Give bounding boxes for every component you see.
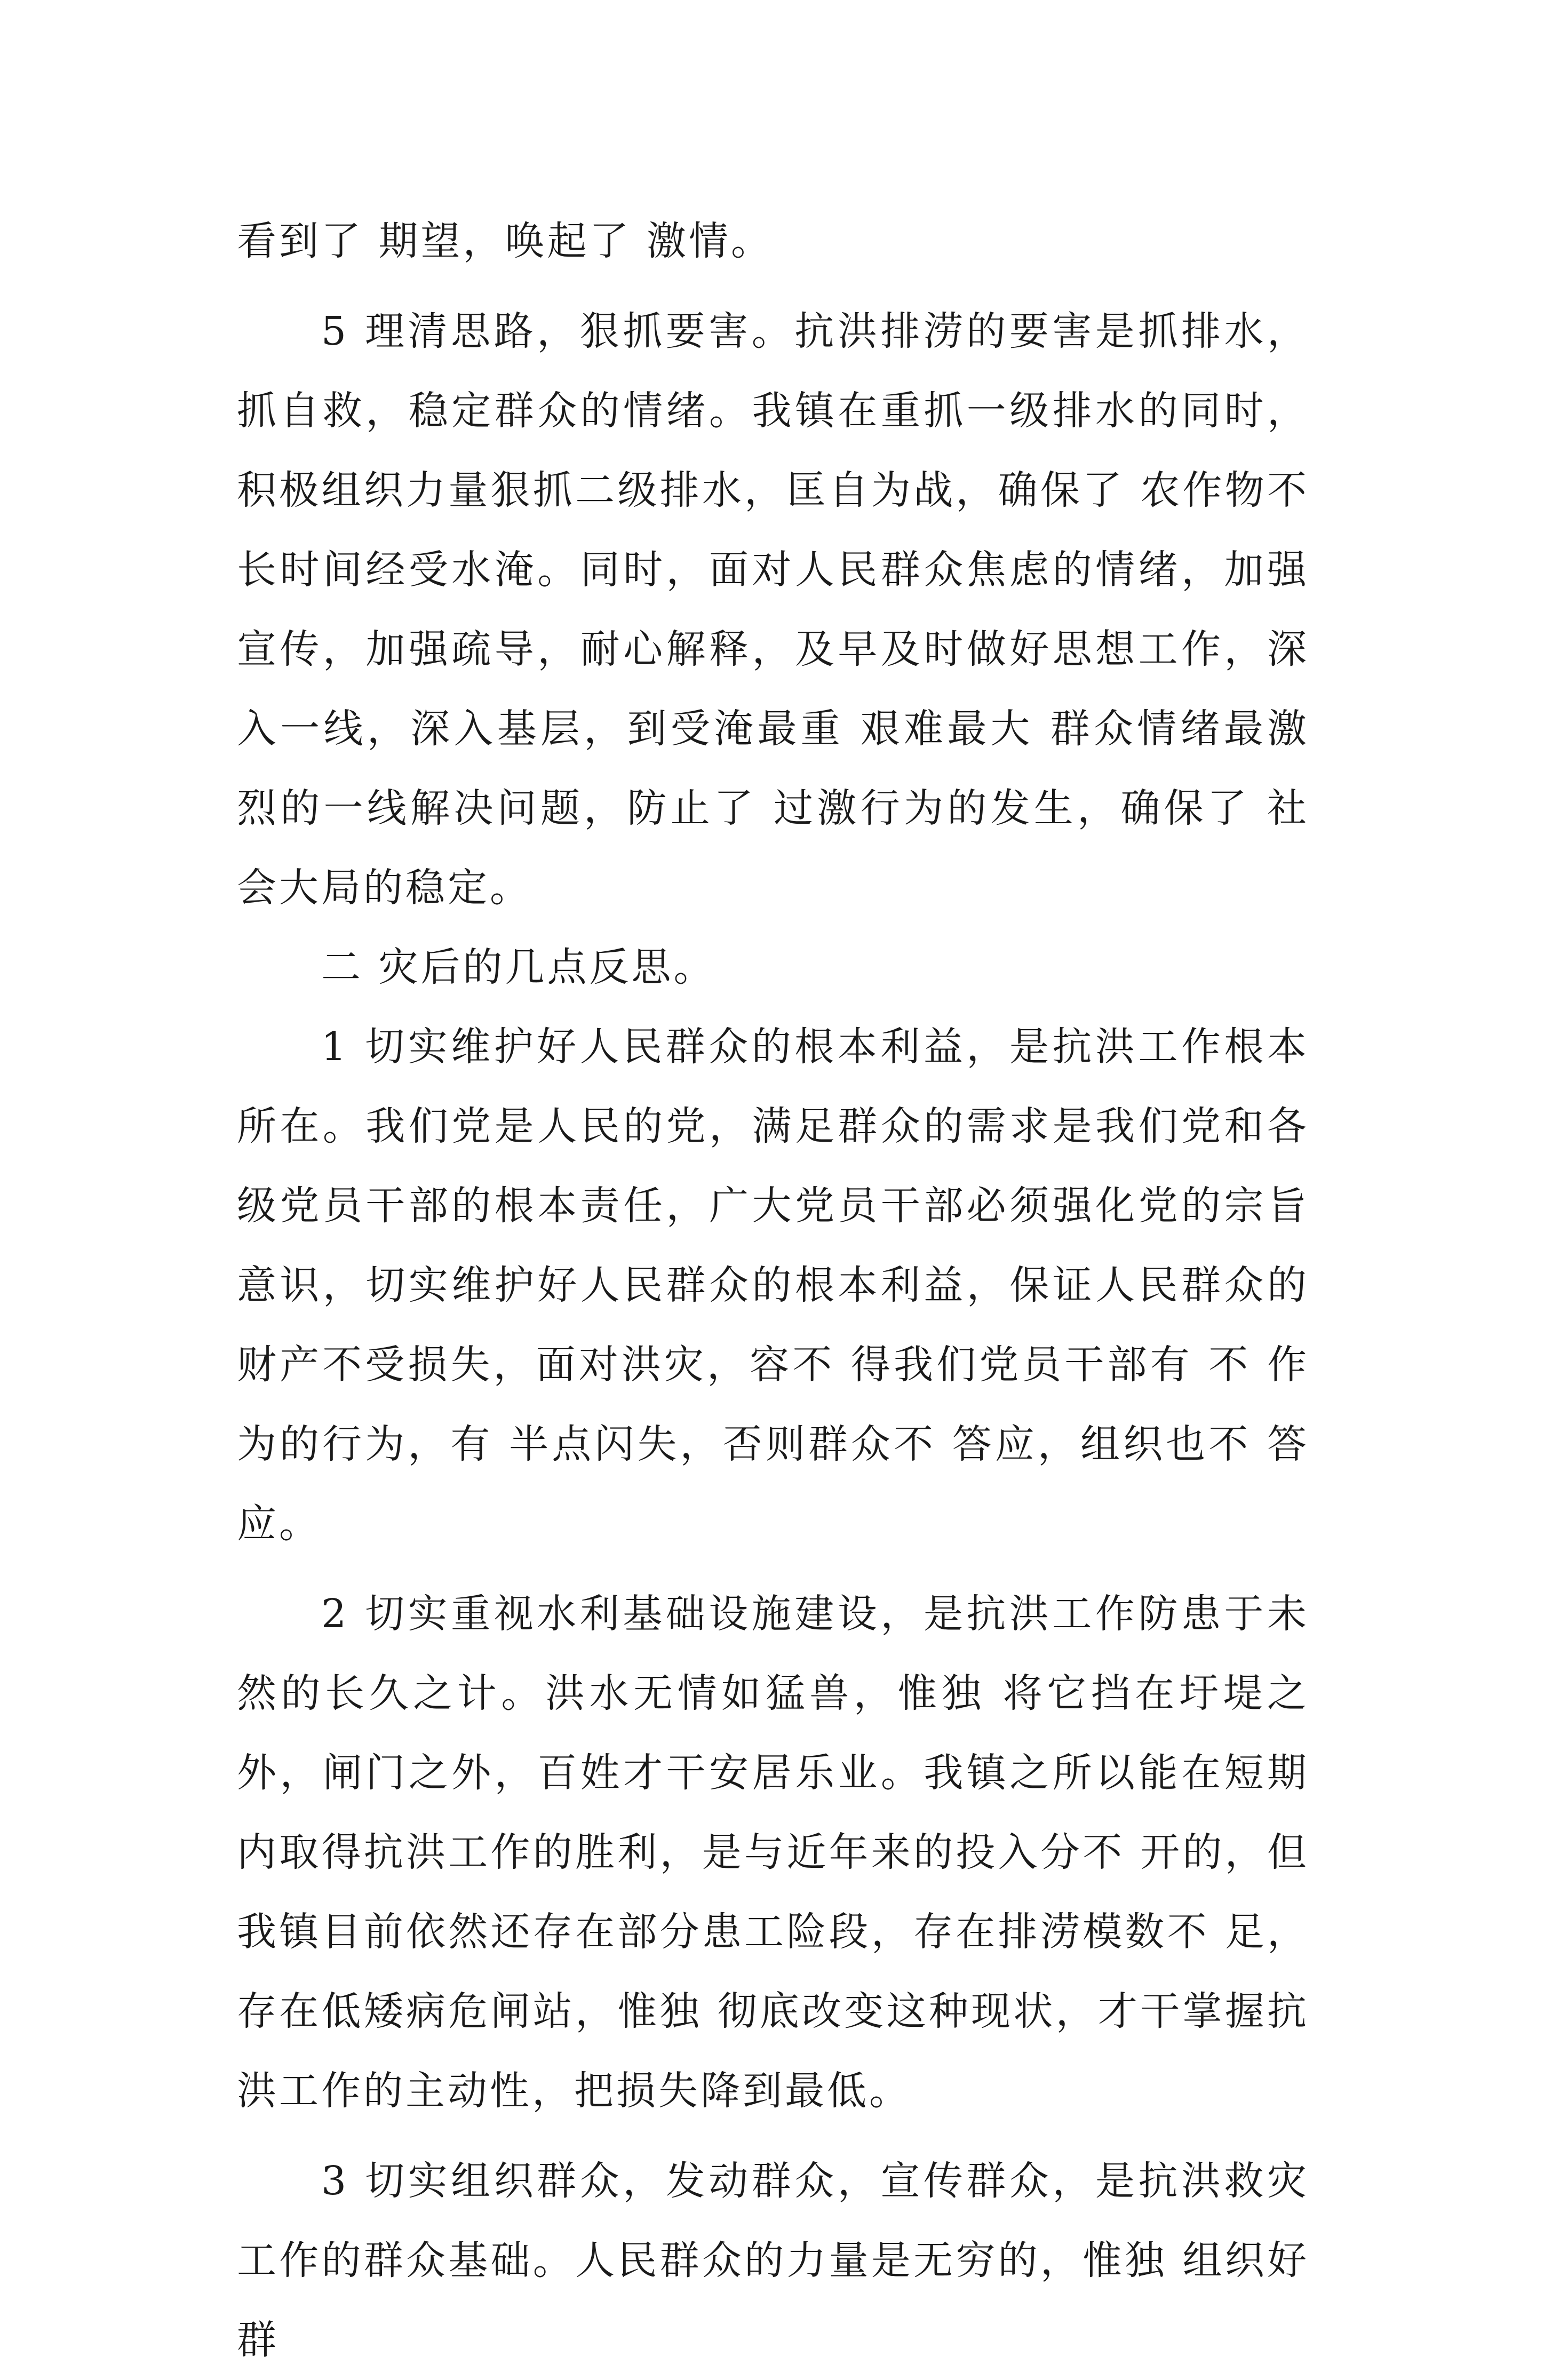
section-heading-reflections: 二 灾后的几点反思。 xyxy=(321,944,716,990)
paragraph-reflection-1: 1 切实维护好人民群众的根本利益，是抗洪工作根本所在。我们党是人民的党，满足群众的需求是我们党和各级党员干部的根本责任，广大党员干部必须强化党的宗旨意识，切实维护好人民群众的根本利益，保证人民群众的财产不受损失，面对洪灾，容不 得我们党员干部有 不 作为的行为，有 半点闪失，否则群众不 答应，组织也不 答应。 xyxy=(237,1024,1309,1547)
paragraph-continuation: 看到了 期望，唤起了 激情。 xyxy=(237,218,774,264)
body-text xyxy=(237,202,1325,2380)
paragraph-reflection-3: 3 切实组织群众，发动群众，宣传群众，是抗洪救灾工作的群众基础。人民群众的力量是无穷的，惟独 组织好群 xyxy=(237,2158,1309,2363)
paragraph-point-5: 5 理清思路，狠抓要害。抗洪排涝的要害是抓排水，抓自救，稳定群众的情绪。我镇在重抓一级排水的同时，积极组织力量狠抓二级排水，匡自为战，确保了 农作物不 长时间经受水淹。同时，面对人民群众焦虑的情绪，加强宣传，加强疏导，耐心解释，及早及时做好思想工作，深入一线，深入基层，到受淹最重 艰难最大 群众情绪最激烈的一线解决问题，防止了 过激行为的发生，确保了 社会大局的稳定。 xyxy=(237,308,1325,911)
paragraph-reflection-2: 2 切实重视水利基础设施建设，是抗洪工作防患于未然的长久之计。洪水无情如猛兽，惟独 将它挡在圩堤之外，闸门之外，百姓才干安居乐业。我镇之所以能在短期内取得抗洪工作的胜利，是与近年来的投入分不 开的，但我镇目前依然还存在部分患工险段，存在排涝模数不 足，存在低矮病危闸站，惟独 彻底改变这种现状，才干掌握抗洪工作的主动性，把损失降到最低。 xyxy=(237,1591,1309,2114)
